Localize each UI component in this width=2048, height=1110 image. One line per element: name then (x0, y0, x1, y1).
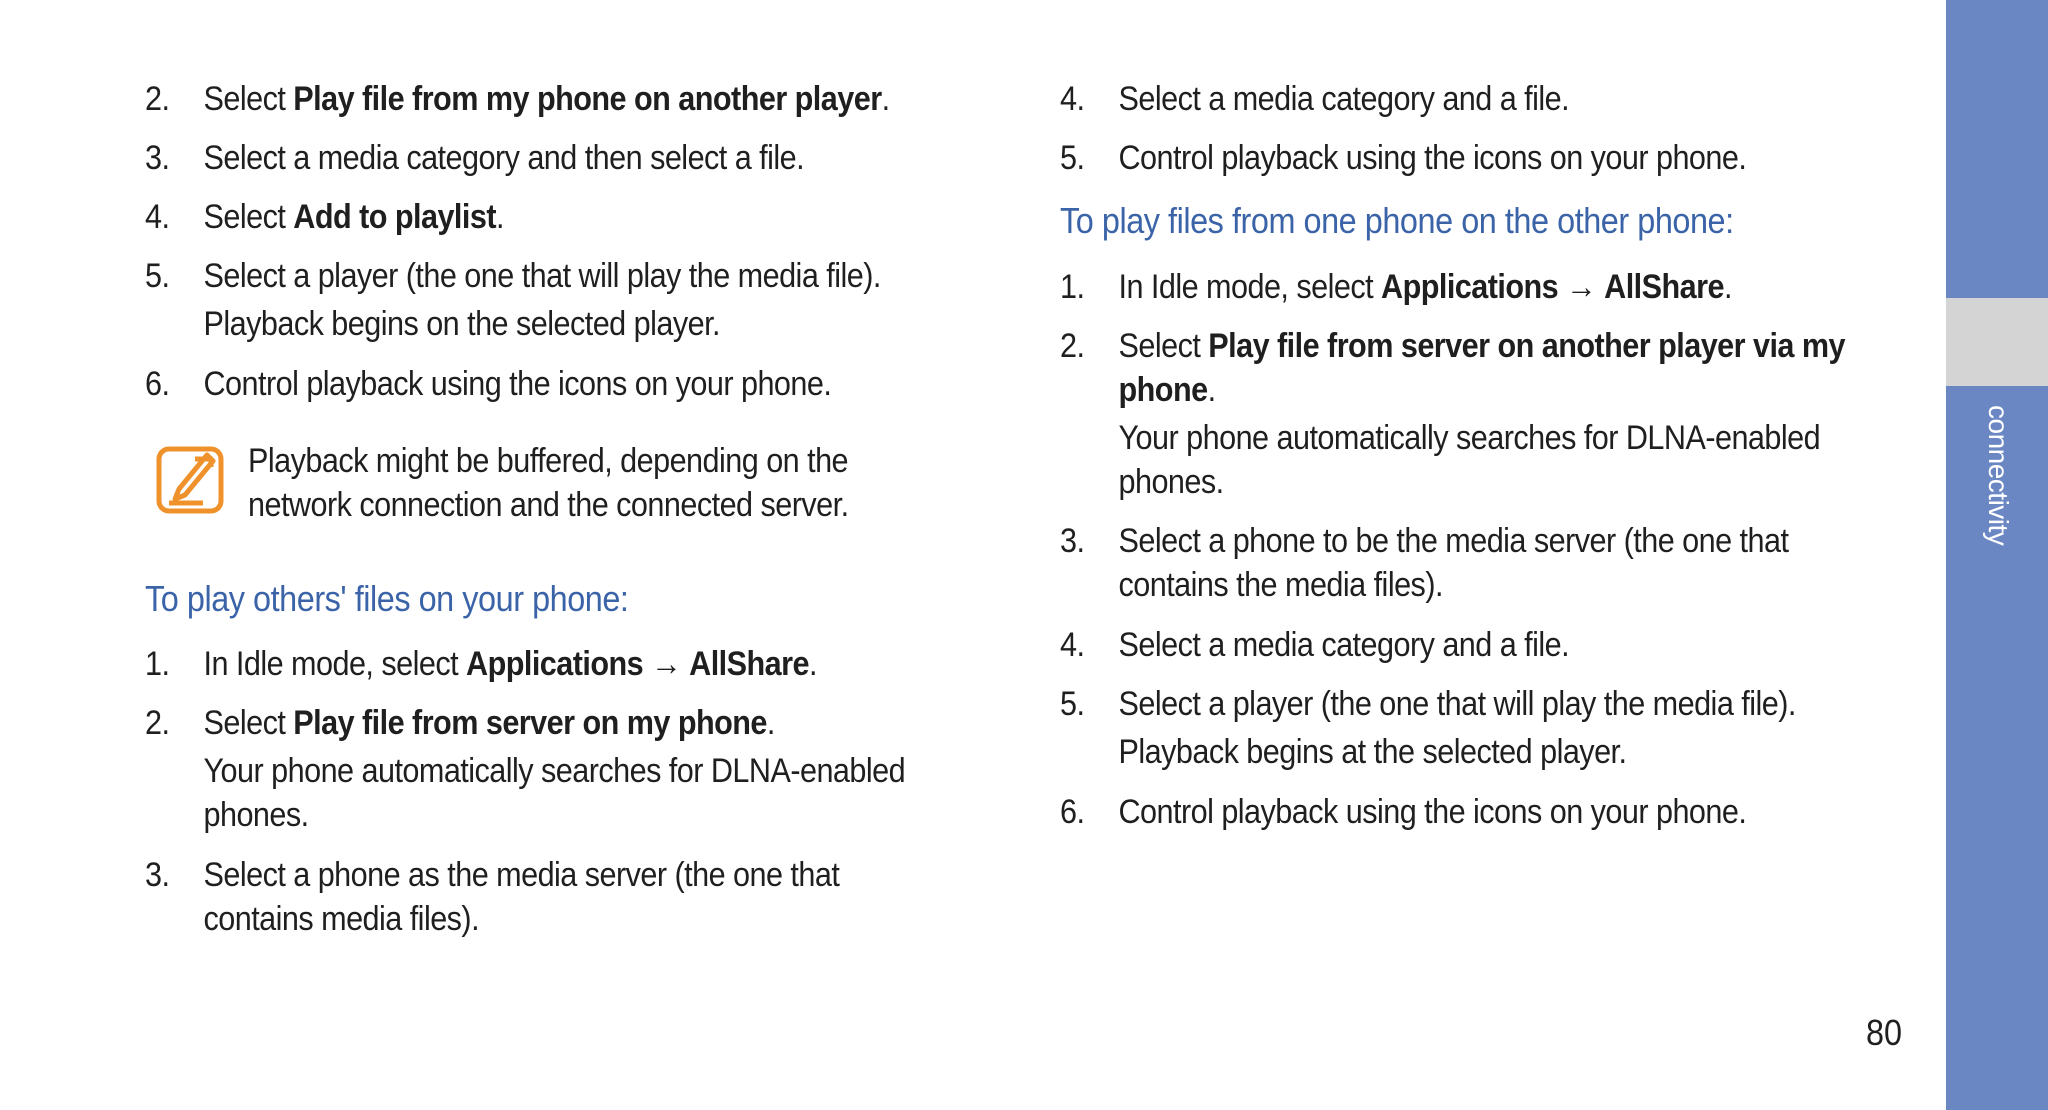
step-number: 2. (145, 704, 170, 742)
step-bold-text: AllShare (689, 645, 809, 683)
step-number: 4. (1060, 626, 1085, 664)
step-text: Select a player (the one that will play the media file). (1118, 685, 1796, 723)
step-text: Select (1118, 327, 1209, 365)
step-number: 5. (1060, 139, 1085, 177)
note-line: network connection and the connected server. (248, 486, 849, 524)
step-bold-text: Applications (466, 645, 644, 683)
step-bold-text: Play file from server on my phone (293, 704, 767, 742)
list-item (1060, 681, 1796, 771)
step-text: Select a player (the one that will play the media file). (203, 257, 881, 295)
step-bold-text: Add to playlist (293, 198, 496, 236)
step-continuation: Playback begins at the selected player. (1118, 733, 1627, 771)
step-continuation: Your phone automatically searches for DLNA-enabled (1118, 419, 1821, 457)
step-text: In Idle mode, select (1118, 268, 1382, 306)
chapter-label-text: connectivity (1983, 405, 2014, 546)
step-bold-text: phone (1118, 371, 1208, 409)
list-item (1060, 135, 1747, 181)
step-text-end: . (1723, 268, 1732, 306)
list-item (1060, 76, 1570, 122)
step-text-end: . (1207, 371, 1216, 409)
heading-text: To play files from one phone on the other phone: (1060, 200, 1734, 241)
step-number: 6. (145, 365, 170, 403)
list-item (1060, 518, 1789, 604)
step-number: 4. (145, 198, 170, 236)
step-bold-text: Play file from my phone on another player (293, 80, 882, 118)
step-number: 1. (1060, 268, 1085, 306)
step-text: In Idle mode, select (203, 645, 467, 683)
step-text: Select a phone as the media server (the one that (203, 856, 840, 894)
list-item (1060, 622, 1570, 668)
page-number: 80 (1866, 1012, 1903, 1053)
step-text: Select a media category and then select a file. (203, 139, 805, 177)
side-tab-marker (1946, 298, 2048, 386)
step-number: 4. (1060, 80, 1085, 118)
step-text: Select a media category and a file. (1118, 80, 1570, 118)
section-heading (1060, 200, 1734, 242)
list-item (145, 135, 805, 181)
list-item (145, 194, 504, 240)
list-item (145, 361, 832, 407)
step-continuation: contains the media files). (1118, 566, 1443, 604)
step-continuation: phones. (203, 796, 309, 834)
step-text: Select (203, 704, 294, 742)
list-item (145, 852, 840, 938)
step-continuation: phones. (1118, 463, 1224, 501)
list-item (1060, 264, 1732, 310)
step-number: 2. (145, 80, 170, 118)
list-item (145, 641, 817, 687)
step-number: 3. (1060, 522, 1085, 560)
step-text-end: . (881, 80, 890, 118)
arrow-text: → (643, 645, 690, 683)
step-text: Select a media category and a file. (1118, 626, 1570, 664)
step-continuation: contains media files). (203, 900, 480, 938)
step-bold-text: AllShare (1604, 268, 1724, 306)
step-text: Select (203, 80, 294, 118)
step-text: Select (203, 198, 294, 236)
section-heading (145, 578, 628, 620)
step-number: 1. (145, 645, 170, 683)
step-continuation: Playback begins on the selected player. (203, 305, 720, 343)
arrow-text: → (1558, 268, 1605, 306)
step-number: 2. (1060, 327, 1085, 365)
list-item (145, 700, 906, 834)
step-text: Control playback using the icons on your phone. (203, 365, 832, 403)
step-number: 3. (145, 856, 170, 894)
heading-text: To play others' files on your phone: (145, 578, 629, 619)
side-tab-top (1946, 0, 2048, 298)
step-number: 5. (1060, 685, 1085, 723)
step-text-end: . (766, 704, 775, 742)
step-text: Control playback using the icons on your phone. (1118, 793, 1747, 831)
list-item (1060, 789, 1747, 835)
step-text: Control playback using the icons on your phone. (1118, 139, 1747, 177)
step-text: Select a phone to be the media server (the one that (1118, 522, 1789, 560)
list-item (145, 76, 890, 122)
step-text-end: . (808, 645, 817, 683)
step-bold-text: Play file from server on another player via my (1208, 327, 1846, 365)
chapter-label (1982, 405, 2022, 585)
step-bold-text: Applications (1381, 268, 1559, 306)
step-text-end: . (495, 198, 504, 236)
step-number: 3. (145, 139, 170, 177)
list-item (145, 253, 881, 343)
note-line: Playback might be buffered, depending on the (248, 442, 849, 480)
step-continuation: Your phone automatically searches for DLNA-enabled (203, 752, 906, 790)
list-item (1060, 323, 1846, 501)
step-number: 5. (145, 257, 170, 295)
note-pencil-icon (155, 445, 225, 520)
note-text (248, 439, 849, 527)
step-number: 6. (1060, 793, 1085, 831)
